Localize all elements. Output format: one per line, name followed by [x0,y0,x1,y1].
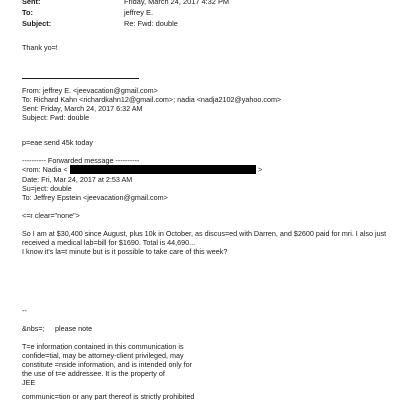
sent-value: Friday, March 24, 2017 4:32 PM [124,0,230,6]
forwarded-date: Date: Fri, Mar 24, 2017 at 2:53 AM [22,175,133,184]
redaction-bar [70,165,256,174]
forwarded-from-suffix: > [258,165,263,174]
forwarded-marker: ---------- Forwarded message ---------- [22,156,140,165]
to-label: To: [22,8,33,17]
disclaimer-line: communic=tion or any part thereof is strictly prohibited [22,392,195,400]
forwarded-from-prefix: <rom: Nadia < [22,165,68,174]
signature-dashes: -- [22,306,27,315]
message-line: I know it's la=t minute but is it possible to take care of this week? [22,247,228,256]
quoted-to: To: Richard Kahn <richardkahn12@gmail.com>; nadia <nadja2102@yahoo.com> [22,95,282,104]
separator-line [22,78,139,79]
to-value: jeffrey E. [124,8,154,17]
disclaimer-line: JEE [22,378,36,387]
sent-label: Sent: [22,0,41,6]
message-line: So I am at $30,400 since August, plus 10k in October, as discus=ed with Darren, and $2600 paid for mri. I also just [22,229,387,238]
br-tag-text: <=r clear="none"> [22,211,80,220]
disclaimer-line: T=e information contained in this communication is [22,342,184,351]
forwarded-subject: Su=ject: double [22,184,72,193]
quoted-subject: Subject: Fwd: double [22,113,90,122]
nbsp-text: &nbs=; [22,324,45,333]
message-line: received a medical lab=bill for $1690. Total is 44,690... [22,238,196,247]
body-line: p=eae send 45k today [22,138,93,147]
forwarded-to: To: Jeffrey Epstein <jeevacation@gmail.com> [22,193,168,202]
quoted-sent: Sent: Friday, March 24, 2017 6:32 AM [22,104,143,113]
quoted-from: From: jeffrey E. <jeevacation@gmail.com> [22,86,158,95]
disclaimer-line: constitute =nside information, and is intended only for [22,360,193,369]
disclaimer-line: confide=tial, may be attorney-client privileged, may [22,351,184,360]
disclaimer-line: the use of t=e addressee. It is the property of [22,369,165,378]
subject-value: Re: Fwd: double [124,19,178,28]
subject-label: Subject: [22,19,52,28]
reply-text: Thank yo=! [22,43,58,52]
please-note: please note [55,324,93,333]
